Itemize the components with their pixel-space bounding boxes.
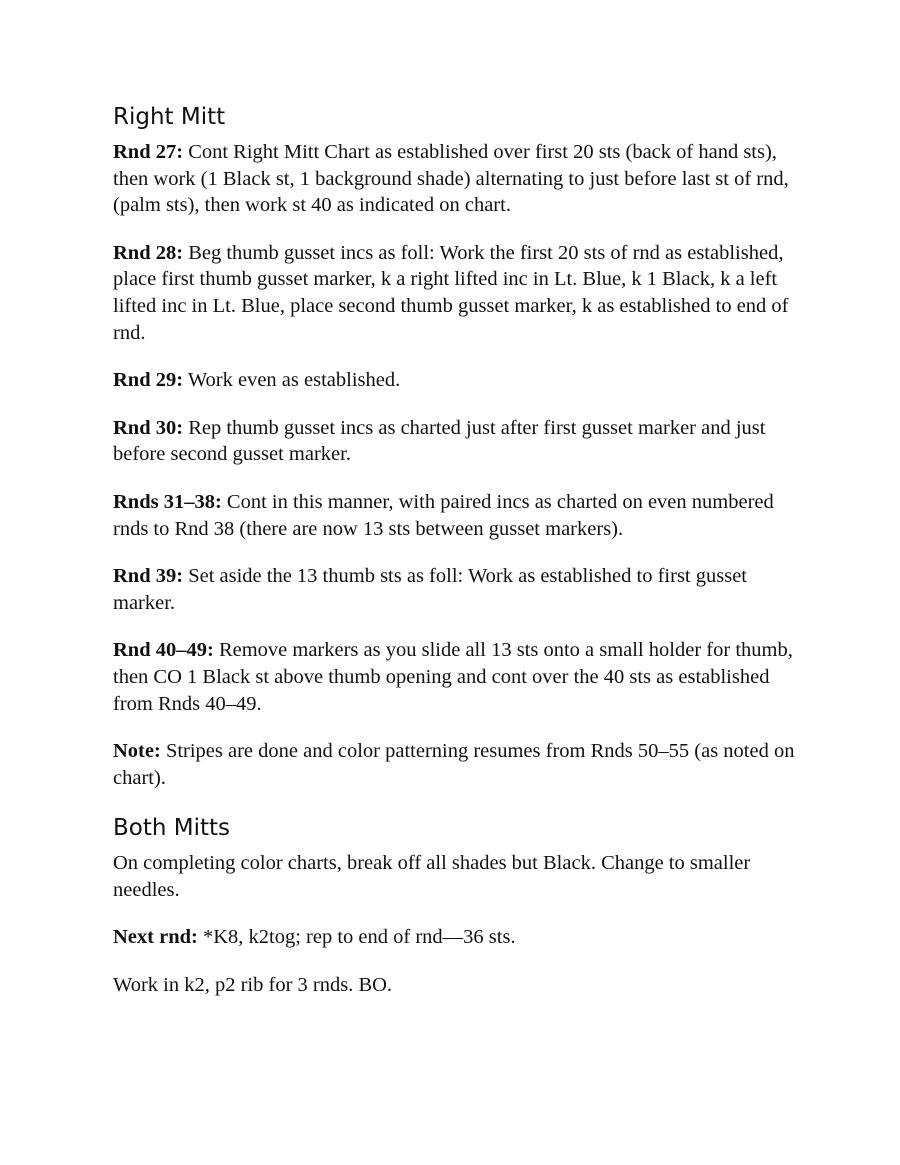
instruction-label: Rnd 29: <box>113 369 184 392</box>
instruction-rnd-30 <box>113 415 803 468</box>
instruction-label: Rnds 31–38: <box>113 490 222 513</box>
pattern-page <box>113 101 803 1020</box>
instruction-text: Remove markers as you slide all 13 sts onto a small holder for thumb, then CO 1 Black st above thumb opening and cont over the 40 sts as established from Rnds 40–49. <box>113 639 793 715</box>
instruction-text: Beg thumb gusset incs as foll: Work the first 20 sts of rnd as established, place first thumb gusset marker, k a right lifted inc in Lt. Blue, k 1 Black, k a left lifted inc in Lt. Blue, place second thumb gusset marker, k as established to end of rnd. <box>113 241 789 344</box>
instruction-text: Cont Right Mitt Chart as established over first 20 sts (back of hand sts), then work (1 Black st, 1 background shade) alternating to just before last st of rnd, (palm sts), then work st 40 as indicated on chart. <box>113 141 789 217</box>
instruction-text: Cont in this manner, with paired incs as charted on even numbered rnds to Rnd 38 (there are now 13 sts between gusset markers). <box>113 490 774 540</box>
instruction-rnd-27 <box>113 139 803 219</box>
instruction-text: *K8, k2tog; rep to end of rnd—36 sts. <box>197 926 516 949</box>
instruction-label: Rnd 27: <box>113 141 184 163</box>
section-heading-right-mitt: Right Mitt <box>113 104 226 130</box>
instruction-rnds-31-38 <box>113 489 803 542</box>
instruction-rnd-39 <box>113 563 803 616</box>
instruction-rnd-28 <box>113 240 803 346</box>
instruction-next-rnd <box>113 924 803 951</box>
instruction-completing-charts <box>113 850 803 903</box>
instruction-rib <box>113 972 803 999</box>
instruction-label: Rnd 28: <box>113 241 184 264</box>
instruction-rnd-40-49 <box>113 637 803 717</box>
instruction-text: Stripes are done and color patterning resumes from Rnds 50–55 (as noted on chart). <box>113 740 795 789</box>
instruction-label: Next rnd: <box>113 926 198 949</box>
instruction-rnd-29 <box>113 367 803 394</box>
instruction-text: On completing color charts, break off all shades but Black. Change to smaller needles. <box>113 852 751 901</box>
instruction-text: Set aside the 13 thumb sts as foll: Work as established to first gusset marker. <box>113 565 748 614</box>
instruction-label: Rnd 39: <box>113 565 184 588</box>
instruction-label: Rnd 40–49: <box>113 639 214 662</box>
instruction-text: Work in k2, p2 rib for 3 rnds. BO. <box>113 974 393 997</box>
instruction-label: Rnd 30: <box>113 416 184 439</box>
instruction-label: Note: <box>113 740 161 763</box>
section-heading-both-mitts: Both Mitts <box>113 815 231 842</box>
instruction-note <box>113 738 803 791</box>
instruction-text: Work even as established. <box>183 369 401 392</box>
instruction-text: Rep thumb gusset incs as charted just after first gusset marker and just before second gusset marker. <box>113 416 766 466</box>
